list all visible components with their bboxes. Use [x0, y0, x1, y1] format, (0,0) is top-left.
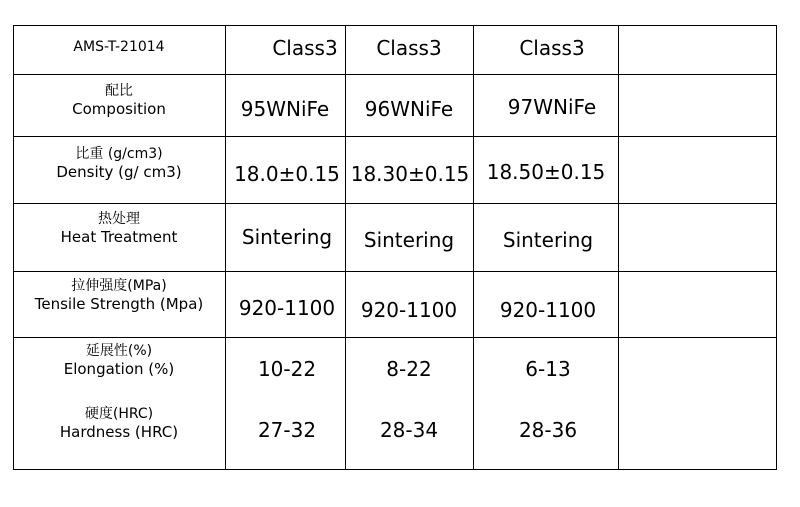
- cell-value: 95WNiFe: [240, 97, 330, 121]
- row-label-zh: 比重 (g/cm3): [75, 146, 163, 162]
- cell-value: Sintering: [502, 228, 594, 252]
- row-divider: [13, 136, 777, 137]
- cell-value: 96WNiFe: [364, 97, 454, 121]
- cell-value: Sintering: [363, 228, 455, 252]
- cell-value: 10-22: [257, 357, 317, 381]
- row-label-composition: [13, 83, 225, 118]
- row-label-en: Composition: [72, 99, 166, 118]
- table-border-right: [776, 25, 777, 470]
- cell-value: 8-22: [386, 357, 432, 381]
- table-border-top: [13, 25, 777, 26]
- row-divider: [13, 203, 777, 204]
- cell-value: 6-13: [525, 357, 571, 381]
- row-label-elongation: [13, 343, 225, 378]
- cell-value: 920-1100: [499, 298, 597, 322]
- row-label-zh: 拉伸强度(MPa): [71, 278, 167, 294]
- cell-value: 27-32: [257, 418, 317, 442]
- row-divider: [13, 337, 777, 338]
- column-header: Class3: [376, 36, 442, 60]
- cell-value: 28-34: [379, 418, 439, 442]
- cell-value: 920-1100: [360, 298, 458, 322]
- cell-value: 97WNiFe: [507, 95, 597, 119]
- table-border-bottom: [13, 469, 777, 470]
- cell-value: 28-36: [518, 418, 578, 442]
- specification-table: [13, 25, 777, 470]
- row-label-en: Tensile Strength (Mpa): [34, 294, 204, 313]
- cell-value: 18.0±0.15: [234, 162, 340, 186]
- row-label-en: Elongation (%): [63, 359, 175, 378]
- cell-value: 18.50±0.15: [486, 160, 606, 184]
- row-label-zh: 硬度(HRC): [84, 406, 154, 422]
- row-label-zh: 延展性(%): [85, 343, 153, 359]
- row-label-density: [13, 146, 225, 181]
- row-label-hardness: [13, 406, 225, 441]
- row-label-en: Heat Treatment: [60, 227, 178, 246]
- standard-label: AMS-T-21014: [73, 39, 165, 55]
- row-divider: [13, 74, 777, 75]
- row-divider: [13, 271, 777, 272]
- row-label-en: Density (g/ cm3): [56, 162, 182, 181]
- cell-value: 920-1100: [238, 296, 336, 320]
- row-label-heat-treatment: [13, 211, 225, 246]
- cell-value: Sintering: [241, 225, 333, 249]
- cell-value: 18.30±0.15: [350, 162, 470, 186]
- row-label-en: Hardness (HRC): [59, 422, 179, 441]
- column-header: Class3: [519, 36, 585, 60]
- row-label-tensile-strength: [13, 278, 225, 313]
- row-label-zh: 热处理: [98, 211, 140, 227]
- row-label-zh: 配比: [105, 83, 133, 99]
- column-header: Class3: [272, 36, 338, 60]
